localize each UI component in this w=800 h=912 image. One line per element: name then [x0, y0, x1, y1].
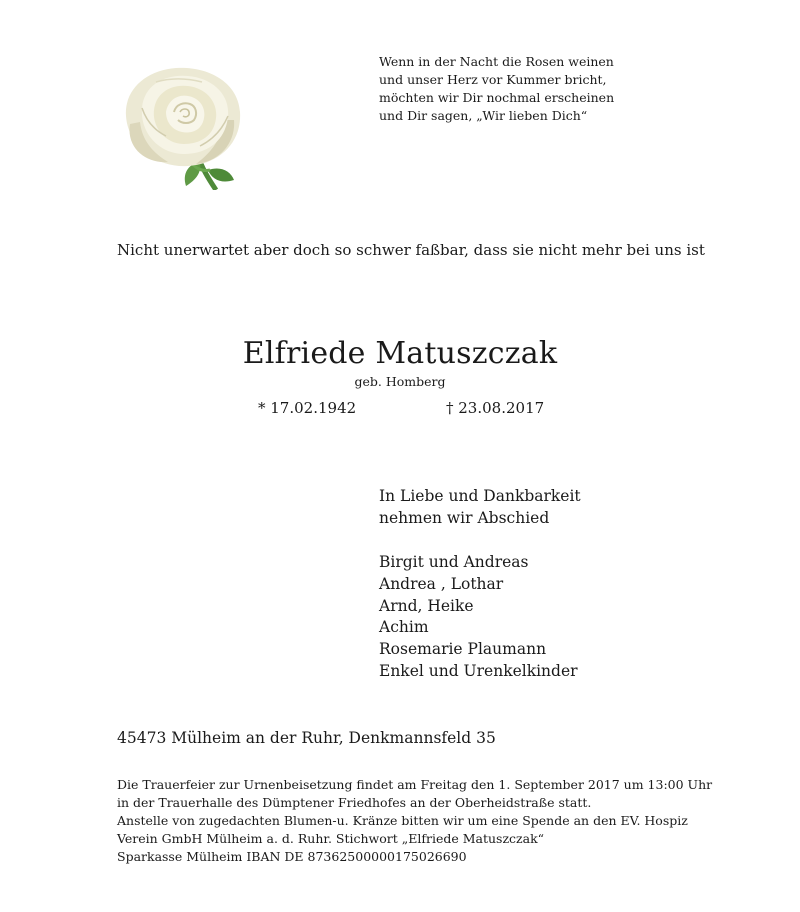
farewell-line: In Liebe und Dankbarkeit: [379, 487, 581, 505]
notice-line: in der Trauerhalle des Dümptener Friedhofes an der Oberheidstraße statt.: [117, 795, 592, 810]
deceased-name: Elfriede Matuszczak: [242, 336, 558, 371]
notice-line: Verein GmbH Mülheim a. d. Ruhr. Stichwort „Elfriede Matuszczak“: [117, 831, 545, 846]
notice-line: Anstelle von zugedachten Blumen-u. Kränze bitten wir um eine Spende an den EV. Hospiz: [117, 813, 688, 828]
mourner: Rosemarie Plaumann: [379, 640, 547, 659]
mourner: Arnd, Heike: [379, 596, 474, 615]
mourner: Andrea , Lothar: [379, 574, 504, 593]
birth-date: * 17.02.1942: [258, 399, 357, 417]
mourner: Birgit und Andreas: [379, 553, 529, 571]
poem-line: möchten wir Dir nochmal erscheinen: [379, 90, 615, 105]
intro-text: Nicht unerwartet aber doch so schwer faßbar, dass sie nicht mehr bei uns ist: [117, 241, 705, 259]
poem: [379, 53, 614, 125]
notice-line: Die Trauerfeier zur Urnenbeisetzung findet am Freitag den 1. September 2017 um 13:00 Uhr: [117, 777, 713, 792]
poem-line: Wenn in der Nacht die Rosen weinen: [379, 54, 614, 69]
mourners-list: [379, 552, 578, 683]
mourner: Achim: [379, 618, 429, 637]
notice-line: Sparkasse Mülheim IBAN DE 87362500000175026690: [117, 849, 467, 864]
poem-line: und Dir sagen, „Wir lieben Dich“: [379, 108, 588, 123]
maiden-name: geb. Homberg: [354, 374, 446, 389]
white-rose-icon: [116, 60, 248, 190]
death-date: † 23.08.2017: [446, 399, 545, 417]
mourner: Enkel und Urenkelkinder: [379, 661, 578, 680]
farewell-text: [379, 485, 581, 529]
address: 45473 Mülheim an der Ruhr, Denkmannsfeld 35: [117, 729, 496, 747]
poem-line: und unser Herz vor Kummer bricht,: [379, 72, 607, 87]
funeral-notice: [117, 776, 712, 866]
farewell-line: nehmen wir Abschied: [379, 509, 550, 527]
